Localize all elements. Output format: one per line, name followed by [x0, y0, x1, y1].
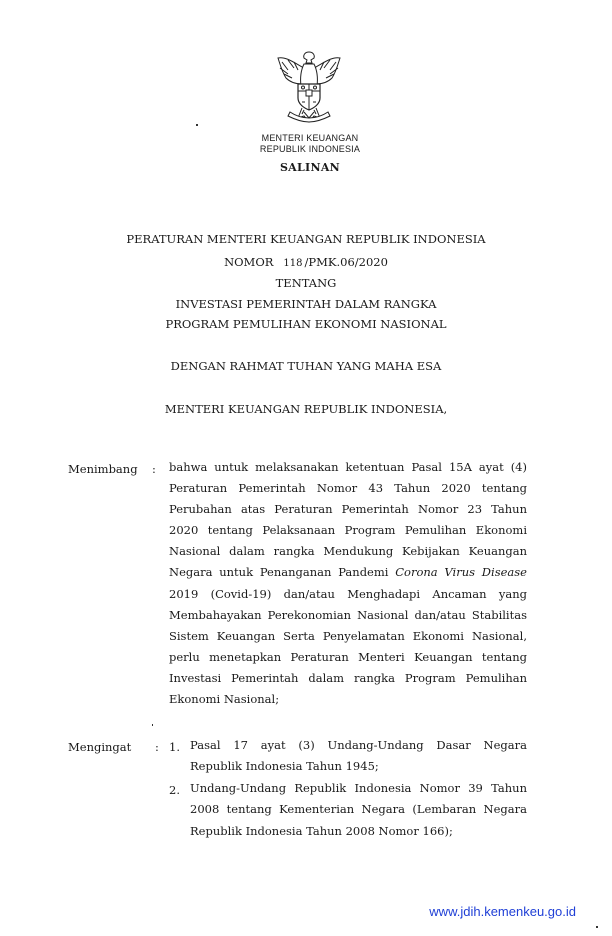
menimbang-colon: :	[152, 462, 156, 476]
mengingat-item-1-text: Pasal 17 ayat (3) Undang-Undang Dasar Negara Republik Indonesia Tahun 1945;	[190, 738, 527, 774]
mengingat-item-1-number: 1.	[169, 740, 180, 754]
nomor-label: NOMOR	[224, 255, 274, 269]
subject-line-1: INVESTASI PEMERINTAH DALAM RANGKA	[175, 297, 437, 311]
regulation-number	[0, 255, 612, 269]
scan-speck	[152, 724, 153, 726]
menimbang-text-italic: Corona Virus Disease	[395, 565, 527, 580]
menimbang-text-after: 2019 (Covid-19) dan/atau Menghadapi Ancaman yang Membahayakan Perekonomian Nasional dan/atau Stabilitas Sistem Keuangan Serta Penyelamatan Ekonomi Nasional, perlu menetapkan Peraturan Menteri Keuangan tentang Investasi Pemerintah dalam rangka Program Pemulihan Ekonomi Nasional;	[169, 586, 527, 707]
ministry-line-1: MENTERI KEUANGAN	[261, 133, 359, 143]
nomor-suffix: /PMK.06/2020	[304, 255, 388, 269]
scan-speck	[596, 926, 598, 928]
scan-speck	[196, 124, 198, 126]
menteri-line: MENTERI KEUANGAN REPUBLIK INDONESIA,	[164, 402, 448, 416]
mengingat-item-2-text: Undang-Undang Republik Indonesia Nomor 39 Tahun 2008 tentang Kementerian Negara (Lembaran Negara Republik Indonesia Tahun 2008 Nomor 166);	[190, 781, 527, 838]
jdih-url-link[interactable]: www.jdih.kemenkeu.go.id	[429, 904, 576, 919]
menimbang-label: Menimbang	[68, 462, 138, 476]
nomor-number: 118	[283, 258, 303, 269]
tentang-heading: TENTANG	[275, 276, 337, 290]
salinan-label: SALINAN	[279, 161, 341, 174]
menimbang-text	[169, 457, 527, 710]
ministry-line-2: REPUBLIK INDONESIA	[259, 144, 361, 154]
mengingat-item-2-number: 2.	[169, 783, 180, 797]
garuda-emblem-icon	[268, 46, 350, 128]
regulation-title: PERATURAN MENTERI KEUANGAN REPUBLIK INDONESIA	[126, 232, 486, 246]
subject-line-2: PROGRAM PEMULIHAN EKONOMI NASIONAL	[165, 317, 447, 331]
mengingat-colon: :	[155, 740, 159, 754]
mengingat-label: Mengingat	[68, 740, 132, 754]
menimbang-text-before: bahwa untuk melaksanakan ketentuan Pasal 15A ayat (4) Peraturan Pemerintah Nomor 43 Tahun 2020 tentang Perubahan atas Peraturan Pemerintah Nomor 23 Tahun 2020 tentang Pelaksanaan Program Pemulihan Ekonomi Nasional dalam rangka Mendukung Kebijakan Keuangan Negara untuk Penanganan Pandemi	[169, 460, 527, 580]
rahmat-line: DENGAN RAHMAT TUHAN YANG MAHA ESA	[170, 359, 442, 373]
